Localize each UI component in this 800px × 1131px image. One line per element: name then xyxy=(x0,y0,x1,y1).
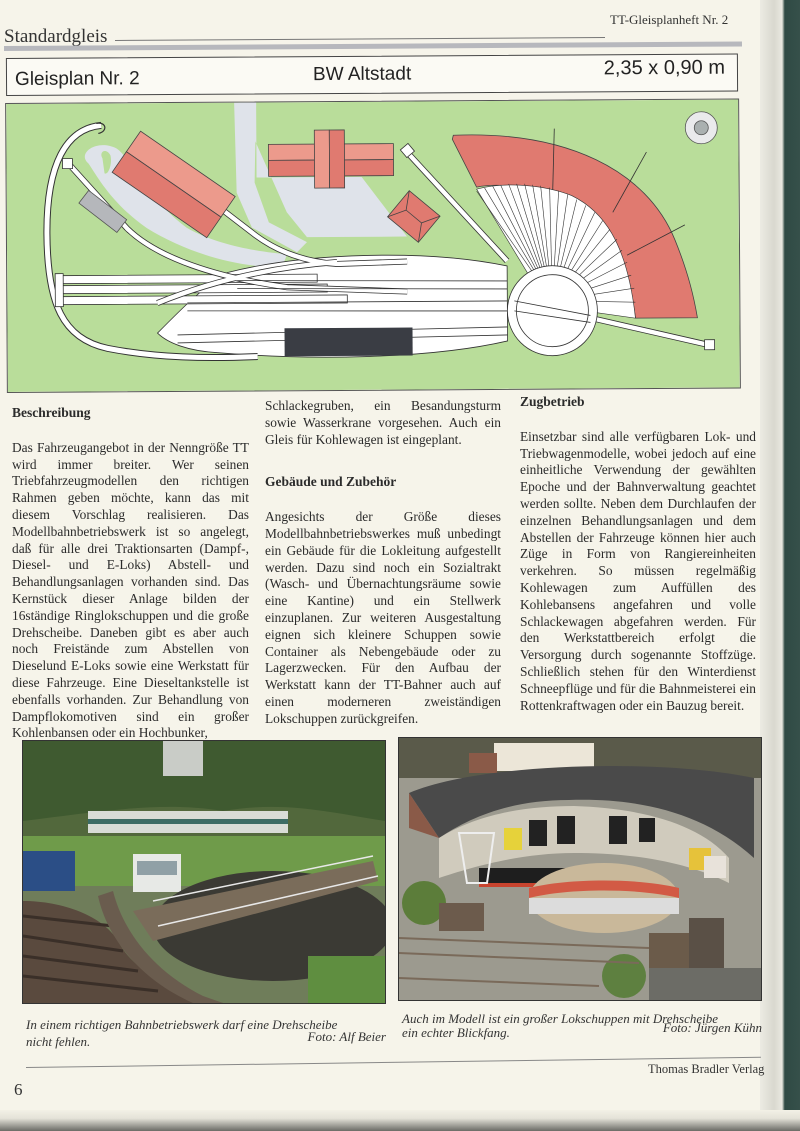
text-beschreibung-continued: Schlackegruben, ein Besandungsturm sowie Wasserkrane vorgesehen. Auch ein Gleis für Kohlewagen ist eingeplant. xyxy=(265,398,501,447)
photo-1-credit: Foto: Alf Beier xyxy=(307,1029,386,1044)
caption-photo-1 xyxy=(26,1017,386,1049)
section-title: Standardgleis xyxy=(4,26,108,47)
dark-workshop xyxy=(284,328,412,357)
track-plan-diagram xyxy=(5,99,741,393)
plan-number: Gleisplan Nr. 2 xyxy=(14,68,140,90)
photo-2-credit: Foto: Jürgen Kühn xyxy=(662,1020,762,1035)
plan-name: BW Altstadt xyxy=(312,63,412,86)
photo-model-roundhouse xyxy=(398,737,762,1001)
text-gebaeude: Angesichts der Größe dieses Modellbahnbetriebswerkes muß unbedingt ein Gebäude für die Lokleitung aufgestellt werden. Dazu sind noch ein Sozialtrakt (Wasch- und Übernachtungsräume sowie eine Kantine) und ein Stellwerk einzuplanen. Zur weiteren Ausgestaltung eignen sich kleinere Schuppen sowie Container als Nebengebäude oder zu Lagerzwecken. Für den Aufbau der Werkstatt kann der TT-Bahner auch auf einen moderneren zweiständigen Lokschuppen zurückgreifen. xyxy=(265,509,501,726)
book-spine xyxy=(760,0,800,1131)
publisher-name: Thomas Bradler Verlag xyxy=(648,1062,765,1076)
caption-1-line-1: In einem richtigen Bahnbetriebswerk darf eine Drehscheibe xyxy=(26,1017,338,1032)
plan-title-box xyxy=(6,54,738,96)
caption-photo-2 xyxy=(402,1011,762,1040)
page-bottom-edge xyxy=(0,1110,800,1131)
publication-title: TT-Gleisplanheft Nr. 2 xyxy=(610,12,729,27)
plan-dimensions: 2,35 x 0,90 m xyxy=(603,56,726,80)
text-zugbetrieb: Einsetzbar sind alle verfügbaren Lok- und Triebwagenmodelle, wobei jedoch auf eine einheitliche Verwendung der gewählten Epoche und der Bahnverwaltung geachtet werden sollte. Neben dem Durchlaufen der einzelnen Behandlungsanlagen und dem Abstellen der Fahrzeuge können hier auch Züge in Form von Rangiereinheiten verkehren. So müssen regelmäßig Kohlewagen zum Auffüllen des Kohlebansens angefahren und volle Schlackewagen abgefahren werden. Für den Werkstattbereich erfolgt die Versorgung durch sogenannte Stoffzüge. Schließlich stehen für den Winterdienst Schneepflüge und für die Bahnmeisterei ein Rottenkraftwagen oder ein Bauzug bereit. xyxy=(520,428,756,713)
caption-1-line-2: nicht fehlen. xyxy=(26,1034,91,1049)
heading-gebaeude: Gebäude und Zubehör xyxy=(265,474,397,490)
page-number: 6 xyxy=(14,1080,23,1099)
blue-locomotive xyxy=(23,851,75,891)
column-beschreibung xyxy=(12,405,249,742)
text-beschreibung: Das Fahrzeugangebot in der Nenngröße TT wird immer breiter. Wer seinen Triebfahrzeugmodellen den richtigen Rahmen geben möchte, kann das mit diesem Vorschlag realisieren. Das Modellbahnbetriebswerk ist so angelegt, daß für alle drei Traktionsarten (Dampf-, Diesel- und E-Loks) Abstell- und Behandlungsanlagen vorhanden sind. Das Kernstück dieser Anlage bilden der 16ständige Ringlokschuppen und die große Drehscheibe. Daneben gibt es aber auch noch Freistände zum Abstellen von Dieselund E-Loks sowie eine Werkstatt für diese Fahrzeuge. Eine Dieseltankstelle ist ebenfalls vorhanden. Zur Behandlung von Dampflokomotiven sind ein großer Kohlenbansen oder ein Hochbunker, xyxy=(12,439,249,741)
caption-2-line-2: ein echter Blickfang. xyxy=(402,1025,510,1040)
caption-2-line-1: Auch im Modell ist ein großer Lokschuppen mit Drehscheibe xyxy=(402,1011,719,1026)
heading-beschreibung: Beschreibung xyxy=(12,405,91,420)
column-zugbetrieb xyxy=(520,394,756,714)
photo-real-turntable xyxy=(22,740,386,1004)
heading-zugbetrieb: Zugbetrieb xyxy=(520,394,585,409)
column-gebaeude xyxy=(265,398,501,728)
